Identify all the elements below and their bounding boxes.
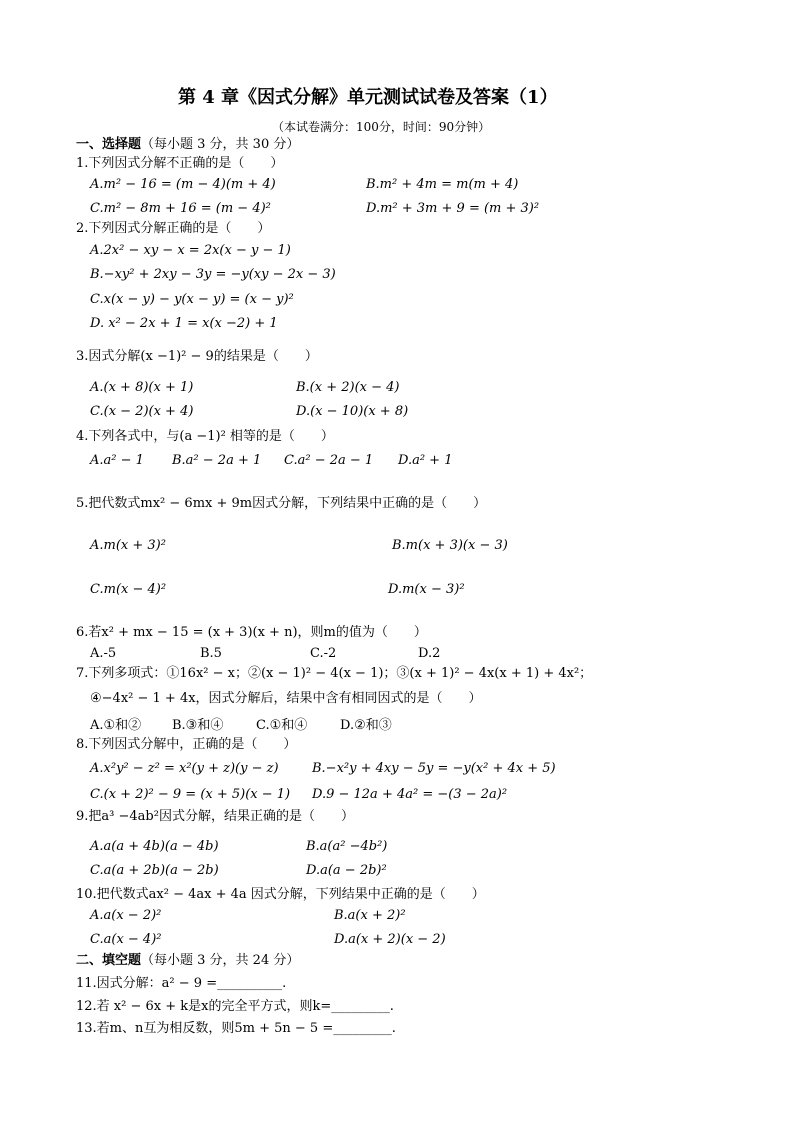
question-12-stem: 12.若 x² − 6x + k是x的完全平方式，则k=_________. [76, 999, 394, 1014]
q4-option-b: B.a² − 2a + 1 [172, 453, 262, 468]
q1-option-d: D.m² + 3m + 9 = (m + 3)² [366, 201, 540, 216]
q4-option-c: C.a² − 2a − 1 [284, 453, 374, 468]
question-1-stem: 1.下列因式分解不正确的是（ ） [76, 156, 284, 171]
question-7-stem-line2: ④−4x² − 1 + 4x，因式分解后，结果中含有相同因式的是（ ） [90, 691, 482, 706]
q3-option-a: A.(x + 8)(x + 1) [90, 380, 194, 395]
q1-option-b: B.m² + 4m = m(m + 4) [366, 177, 519, 192]
section-title: 二、填空题 [76, 953, 142, 968]
q6-option-d: D.2 [418, 646, 441, 661]
q10-option-d: D.a(x + 2)(x − 2) [334, 932, 446, 947]
q5-option-a: A.m(x + 3)² [90, 538, 166, 553]
q2-option-c: C.x(x − y) − y(x − y) = (x − y)² [90, 292, 294, 307]
q9-option-b: B.a(a² −4b²) [306, 839, 388, 854]
question-4-stem: 4.下列各式中，与(a −1)² 相等的是（ ） [76, 429, 334, 444]
q9-option-c: C.a(a + 2b)(a − 2b) [90, 863, 219, 878]
q4-option-d: D.a² + 1 [398, 453, 453, 468]
q8-option-a: A.x²y² − z² = x²(y + z)(y − z) [90, 761, 279, 776]
question-2-stem: 2.下列因式分解正确的是（ ） [76, 221, 271, 236]
page-subtitle: （本试卷满分：100分，时间：90分钟） [272, 120, 491, 134]
q2-option-a: A.2x² − xy − x = 2x(x − y − 1) [90, 243, 291, 258]
q6-option-c: C.-2 [310, 646, 337, 661]
q1-option-a: A.m² − 16 = (m − 4)(m + 4) [90, 177, 276, 192]
q7-option-a: A.①和② [90, 718, 142, 733]
q2-option-d: D. x² − 2x + 1 = x(x −2) + 1 [90, 316, 278, 331]
q9-option-d: D.a(a − 2b)² [306, 863, 387, 878]
q8-option-c: C.(x + 2)² − 9 = (x + 5)(x − 1) [90, 787, 291, 802]
q9-option-a: A.a(a + 4b)(a − 4b) [90, 839, 219, 854]
q1-option-c: C.m² − 8m + 16 = (m − 4)² [90, 201, 271, 216]
q5-option-d: D.m(x − 3)² [388, 582, 465, 597]
question-11-stem: 11.因式分解：a² − 9 =__________. [76, 976, 287, 991]
question-9-stem: 9.把a³ −4ab²因式分解，结果正确的是（ ） [76, 809, 354, 824]
question-13-stem: 13.若m、n互为相反数，则5m + 5n − 5 =_________. [76, 1021, 396, 1036]
question-6-stem: 6.若x² + mx − 15 = (x + 3)(x + n)，则m的值为（ ） [76, 625, 427, 640]
section-heading-fill [76, 952, 299, 970]
q7-option-c: C.①和④ [256, 718, 308, 733]
q7-option-b: B.③和④ [172, 718, 224, 733]
q2-option-b: B.−xy² + 2xy − 3y = −y(xy − 2x − 3) [90, 267, 336, 282]
question-8-stem: 8.下列因式分解中，正确的是（ ） [76, 737, 297, 752]
q10-option-a: A.a(x − 2)² [90, 908, 162, 923]
section-title: 一、选择题 [76, 137, 142, 152]
q4-option-a: A.a² − 1 [90, 453, 144, 468]
q3-option-c: C.(x − 2)(x + 4) [90, 404, 194, 419]
question-10-stem: 10.把代数式ax² − 4ax + 4a 因式分解，下列结果中正确的是（ ） [76, 887, 485, 902]
q8-option-b: B.−x²y + 4xy − 5y = −y(x² + 4x + 5) [312, 761, 556, 776]
q6-option-a: A.-5 [90, 646, 117, 661]
page-title: 第 4 章《因式分解》单元测试试卷及答案（1） [178, 87, 558, 108]
question-7-stem-line1: 7.下列多项式：①16x² − x；②(x − 1)² − 4(x − 1)；③(x + 1)² − 4x(x + 1) + 4x²； [76, 666, 593, 681]
q10-option-c: C.a(x − 4)² [90, 932, 162, 947]
section-note: （每小题 3 分，共 30 分） [141, 137, 300, 152]
q3-option-d: D.(x − 10)(x + 8) [296, 404, 409, 419]
section-note: （每小题 3 分，共 24 分） [141, 953, 300, 968]
q7-option-d: D.②和③ [340, 718, 392, 733]
q10-option-b: B.a(x + 2)² [334, 908, 406, 923]
question-5-stem: 5.把代数式mx² − 6mx + 9m因式分解，下列结果中正确的是（ ） [76, 496, 487, 511]
q5-option-b: B.m(x + 3)(x − 3) [392, 538, 508, 553]
q3-option-b: B.(x + 2)(x − 4) [296, 380, 400, 395]
q6-option-b: B.5 [200, 646, 222, 661]
section-heading-choice [76, 136, 299, 154]
q5-option-c: C.m(x − 4)² [90, 582, 167, 597]
question-3-stem: 3.因式分解(x −1)² − 9的结果是（ ） [76, 349, 318, 364]
q8-option-d: D.9 − 12a + 4a² = −(3 − 2a)² [312, 787, 508, 802]
